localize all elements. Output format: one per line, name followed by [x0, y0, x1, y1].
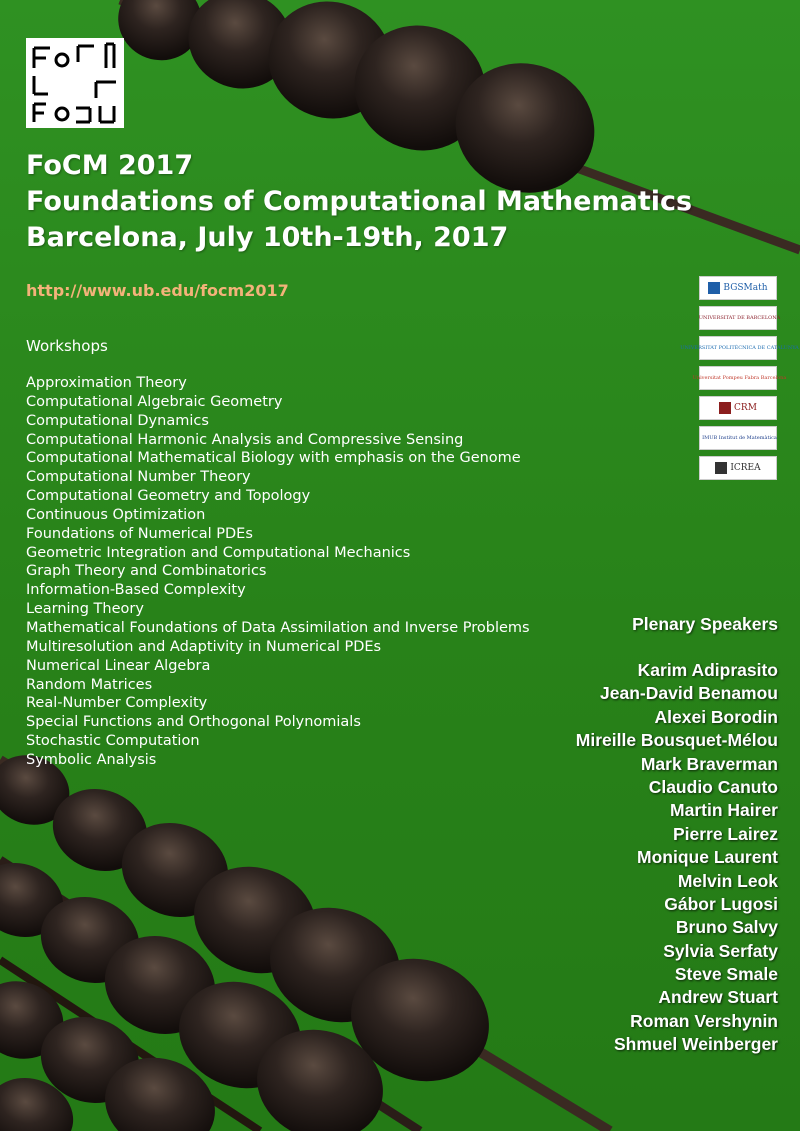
- speaker-name: Melvin Leok: [677, 870, 778, 891]
- workshop-item: Graph Theory and Combinatorics: [26, 563, 267, 580]
- workshop-item: Foundations of Numerical PDEs: [26, 525, 253, 542]
- sponsor-name: IMUB Institut de Matemàtica: [702, 435, 777, 441]
- speaker-name: Karim Adiprasito: [637, 660, 778, 680]
- workshop-item: Multiresolution and Adaptivity in Numerical PDEs: [26, 638, 382, 655]
- sponsor-logo: [699, 276, 777, 300]
- sponsor-logo: [699, 426, 777, 450]
- sponsor-logo: [699, 456, 777, 480]
- workshop-item: Computational Mathematical Biology with emphasis on the Genome: [26, 450, 521, 467]
- plenary-speakers-heading: Plenary Speakers: [632, 614, 778, 634]
- workshop-item: Geometric Integration and Computational Mechanics: [26, 544, 411, 561]
- workshop-item: Learning Theory: [26, 601, 144, 618]
- sponsor-logo: [699, 396, 777, 420]
- speaker-name: Shmuel Weinberger: [613, 1034, 778, 1055]
- sponsor-mark-icon: [708, 282, 720, 294]
- speaker-name: Claudio Canuto: [648, 776, 778, 797]
- speaker-name: Gábor Lugosi: [664, 893, 778, 914]
- sponsor-logo: [692, 366, 787, 390]
- plenary-speakers-list: [576, 659, 778, 1057]
- workshop-item: Computational Algebraic Geometry: [26, 393, 283, 410]
- speaker-name: Mireille Bousquet-Mélou: [575, 730, 778, 751]
- workshop-item: Approximation Theory: [26, 375, 187, 391]
- sponsor-name: ICREA: [730, 463, 761, 473]
- speaker-name: Andrew Stuart: [658, 987, 778, 1008]
- title-line-1: FoCM 2017: [26, 150, 194, 181]
- speaker-name: Alexei Borodin: [654, 706, 778, 727]
- speaker-name: Mark Braverman: [640, 753, 778, 774]
- workshop-item: Computational Number Theory: [26, 469, 251, 486]
- workshop-item: Special Functions and Orthogonal Polynomials: [26, 714, 361, 731]
- workshop-item: Mathematical Foundations of Data Assimilation and Inverse Problems: [26, 619, 530, 636]
- conference-title: [26, 148, 692, 256]
- workshop-item: Computational Dynamics: [26, 412, 209, 429]
- speaker-name: Bruno Salvy: [675, 917, 778, 938]
- speaker-name: Pierre Lairez: [672, 823, 778, 844]
- workshop-item: Random Matrices: [26, 676, 153, 693]
- sponsor-logos: [680, 276, 799, 486]
- sponsor-name: UNIVERSITAT DE BARCELONA: [698, 315, 781, 321]
- workshop-item: Computational Geometry and Topology: [26, 488, 311, 505]
- workshop-item: Numerical Linear Algebra: [26, 657, 211, 674]
- sponsor-mark-icon: [719, 402, 731, 414]
- workshops-heading: Workshops: [26, 337, 108, 355]
- workshop-item: Information-Based Complexity: [26, 582, 246, 599]
- sponsor-name: CRM: [734, 403, 757, 413]
- speaker-name: Monique Laurent: [637, 847, 778, 868]
- sponsor-name: BGSMath: [723, 283, 768, 293]
- workshop-item: Computational Harmonic Analysis and Compressive Sensing: [26, 431, 464, 448]
- sponsor-logo: [698, 306, 781, 330]
- sponsor-name: UNIVERSITAT POLITÈCNICA DE CATALUNYA: [680, 345, 799, 351]
- sponsor-mark-icon: [715, 462, 727, 474]
- title-line-2: Foundations of Computational Mathematics: [26, 186, 693, 217]
- speaker-name: Sylvia Serfaty: [663, 940, 778, 961]
- sponsor-name: Universitat Pompeu Fabra Barcelona: [692, 375, 787, 381]
- workshop-item: Real-Number Complexity: [26, 695, 208, 712]
- workshop-item: Continuous Optimization: [26, 506, 206, 523]
- speaker-name: Jean-David Benamou: [600, 683, 778, 704]
- sponsor-logo: [680, 336, 799, 360]
- speaker-name: Martin Hairer: [670, 800, 778, 821]
- focm-logo: [26, 38, 124, 128]
- workshops-list: [26, 374, 530, 770]
- speaker-name: Steve Smale: [674, 964, 778, 985]
- conference-url-link[interactable]: http://www.ub.edu/focm2017: [26, 281, 289, 300]
- workshop-item: Stochastic Computation: [26, 733, 200, 750]
- speaker-name: Roman Vershynin: [630, 1010, 778, 1031]
- title-line-3: Barcelona, July 10th-19th, 2017: [26, 222, 509, 253]
- workshop-item: Symbolic Analysis: [26, 751, 157, 768]
